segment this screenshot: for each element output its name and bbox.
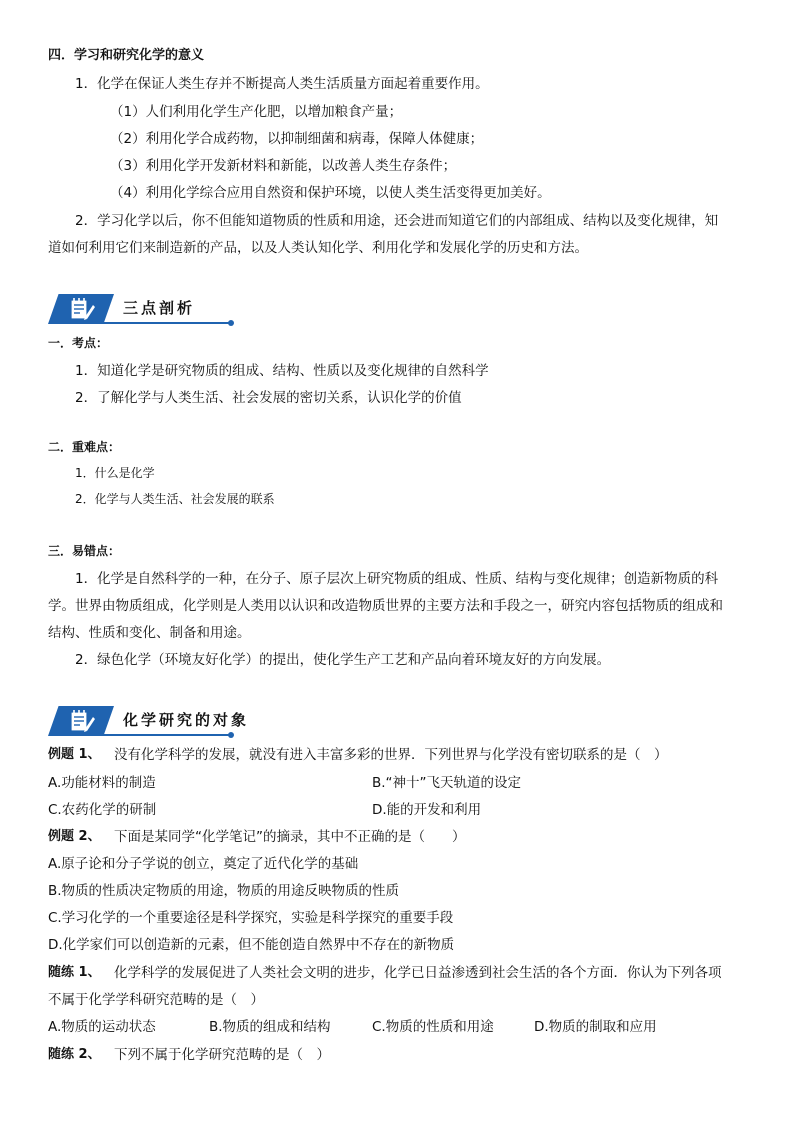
section-banner xyxy=(48,294,248,332)
banner-title: 三点剖析 xyxy=(123,299,196,317)
question-label: 随练 2、 xyxy=(48,1047,101,1062)
subsection-heading: 三．易错点： xyxy=(48,544,121,558)
banner-dot xyxy=(228,320,234,326)
paragraph: 结构、性质和变化、制备和用途。 xyxy=(48,625,251,641)
paragraph: 2．绿色化学（环境友好化学）的提出，使化学生产工艺和产品向着环境友好的方向发展。 xyxy=(75,652,611,668)
option-a: A.功能材料的制造 xyxy=(48,775,156,791)
banner-dot xyxy=(228,732,234,738)
paragraph: 2．学习化学以后，你不但能知道物质的性质和用途，还会进而知道它们的内部组成、结构以及变化规律，知 xyxy=(75,213,719,229)
option-c: C.学习化学的一个重要途径是科学探究，实验是科学探究的重要手段 xyxy=(48,910,454,926)
paragraph: 1．化学在保证人类生存并不断提高人类生活质量方面起着重要作用。 xyxy=(75,76,489,92)
question-text: 化学科学的发展促进了人类社会文明的进步，化学已日益渗透到社会生活的各个方面．你认为下列各项 xyxy=(114,965,722,981)
option-d: D.化学家们可以创造新的元素，但不能创造自然界中不存在的新物质 xyxy=(48,937,455,953)
section-banner xyxy=(48,706,248,744)
list-item: 2．了解化学与人类生活、社会发展的密切关系，认识化学的价值 xyxy=(75,390,462,406)
option-b: B.“神十”飞天轨道的设定 xyxy=(372,775,522,791)
option-a: A.物质的运动状态 xyxy=(48,1019,156,1035)
list-item: 1．知道化学是研究物质的组成、结构、性质以及变化规律的自然科学 xyxy=(75,363,489,379)
notepad-pencil-icon xyxy=(66,708,96,734)
option-c: C.物质的性质和用途 xyxy=(372,1019,494,1035)
section-heading: 四．学习和研究化学的意义 xyxy=(48,48,205,63)
question-label: 随练 1、 xyxy=(48,965,101,980)
banner-underline xyxy=(60,734,230,736)
paragraph: 学。世界由物质组成，化学则是人类用以认识和改造物质世界的主要方法和手段之一，研究内容包括物质的组成和 xyxy=(48,598,723,614)
option-b: B.物质的组成和结构 xyxy=(209,1019,331,1035)
option-c: C.农药化学的研制 xyxy=(48,802,157,818)
option-d: D.能的开发和利用 xyxy=(372,802,482,818)
question-label: 例题 1、 xyxy=(48,747,101,762)
question-text: 不属于化学学科研究范畴的是（ ） xyxy=(48,992,264,1008)
question-text: 没有化学科学的发展，就没有进入丰富多彩的世界．下列世界与化学没有密切联系的是（ ） xyxy=(114,747,668,763)
paragraph: 道如何利用它们来制造新的产品，以及人类认知化学、利用化学和发展化学的历史和方法。 xyxy=(48,240,588,256)
question-text: 下面是某同学“化学笔记”的摘录，其中不正确的是（ ） xyxy=(114,829,466,845)
list-item: 2．化学与人类生活、社会发展的联系 xyxy=(75,492,275,506)
list-item: （3）利用化学开发新材料和新能，以改善人类生存条件； xyxy=(110,158,457,174)
option-a: A.原子论和分子学说的创立，奠定了近代化学的基础 xyxy=(48,856,359,872)
list-item: （4）利用化学综合应用自然资和保护环境，以使人类生活变得更加美好。 xyxy=(110,185,551,201)
subsection-heading: 一．考点： xyxy=(48,336,109,350)
paragraph: 1．化学是自然科学的一种，在分子、原子层次上研究物质的组成、性质、结构与变化规律；创造新物质的科 xyxy=(75,571,719,587)
question-label: 例题 2、 xyxy=(48,829,101,844)
option-b: B.物质的性质决定物质的用途，物质的用途反映物质的性质 xyxy=(48,883,400,899)
list-item: （2）利用化学合成药物，以抑制细菌和病毒，保障人体健康； xyxy=(110,131,484,147)
notepad-pencil-icon xyxy=(66,296,96,322)
list-item: （1）人们利用化学生产化肥，以增加粮食产量； xyxy=(110,104,403,120)
banner-underline xyxy=(60,322,230,324)
banner-title: 化学研究的对象 xyxy=(123,711,250,729)
question-text: 下列不属于化学研究范畴的是（ ） xyxy=(114,1047,330,1063)
subsection-heading: 二．重难点： xyxy=(48,440,121,454)
option-d: D.物质的制取和应用 xyxy=(534,1019,657,1035)
list-item: 1．什么是化学 xyxy=(75,466,155,480)
